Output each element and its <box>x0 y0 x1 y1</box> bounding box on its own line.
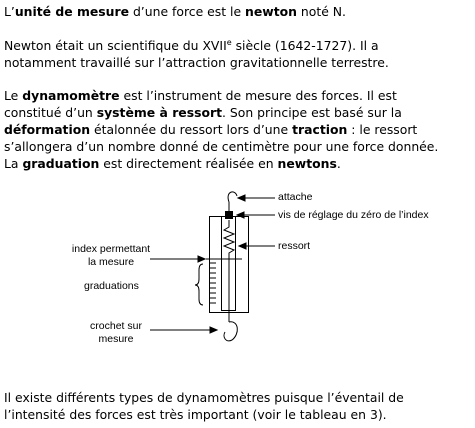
text: est l’instrument de mesure des forces. Il est <box>119 88 397 103</box>
bold-text: traction <box>292 122 348 137</box>
zero-adjust-screw <box>225 211 233 219</box>
label-index-line1: index permettant <box>71 243 151 255</box>
bold-text: newtons <box>277 156 337 171</box>
text: l’intensité des forces est très important (voir le tableau en 3). <box>4 407 387 422</box>
text: étalonnée du ressort lors d’une <box>90 122 293 137</box>
text: L’ <box>4 4 15 19</box>
text: noté N. <box>296 4 346 19</box>
graduations-brace <box>195 264 203 305</box>
measure-hook <box>224 322 237 341</box>
bold-text: déformation <box>4 122 91 137</box>
label-hook <box>78 320 154 346</box>
label-index <box>66 243 156 269</box>
text: . <box>336 156 341 171</box>
text: . Son principe est basé sur la <box>222 105 402 120</box>
label-zero-screw: vis de réglage du zéro de l’index <box>278 209 429 221</box>
text: constitué d’un <box>4 105 97 120</box>
text: d’une force est le <box>129 4 246 19</box>
superscript: e <box>226 38 232 47</box>
text: Le <box>4 88 23 103</box>
text: Newton était un scientifique du XVII <box>4 38 227 53</box>
label-hook-line1: crochet sur <box>90 320 142 332</box>
text: Il existe différents types de dynamomètres puisque l’éventail de <box>4 390 404 405</box>
label-attache: attache <box>278 191 313 203</box>
label-graduations: graduations <box>84 280 139 292</box>
label-hook-line2: mesure <box>98 333 134 345</box>
text: s’allongera d’un nombre donné de centimètre pour une force donnée. <box>4 139 439 154</box>
text: siècle (1642-1727). Il a <box>231 38 379 53</box>
text: La <box>4 156 23 171</box>
attachment-hook <box>228 192 237 202</box>
bold-text: système à ressort <box>96 105 223 120</box>
text: est directement réalisée en <box>99 156 278 171</box>
graduation-ticks <box>209 263 216 303</box>
bold-text: graduation <box>22 156 100 171</box>
label-spring: ressort <box>278 240 311 252</box>
bold-text: unité de mesure <box>14 4 129 19</box>
bold-text: dynamomètre <box>22 88 120 103</box>
paragraph-types <box>4 389 472 423</box>
label-index-line2: la mesure <box>87 256 135 268</box>
text: notamment travaillé sur l’attraction gravitationnelle terrestre. <box>4 55 389 70</box>
bold-text: newton <box>245 4 297 19</box>
text: : le ressort <box>347 122 418 137</box>
spring <box>224 220 234 258</box>
